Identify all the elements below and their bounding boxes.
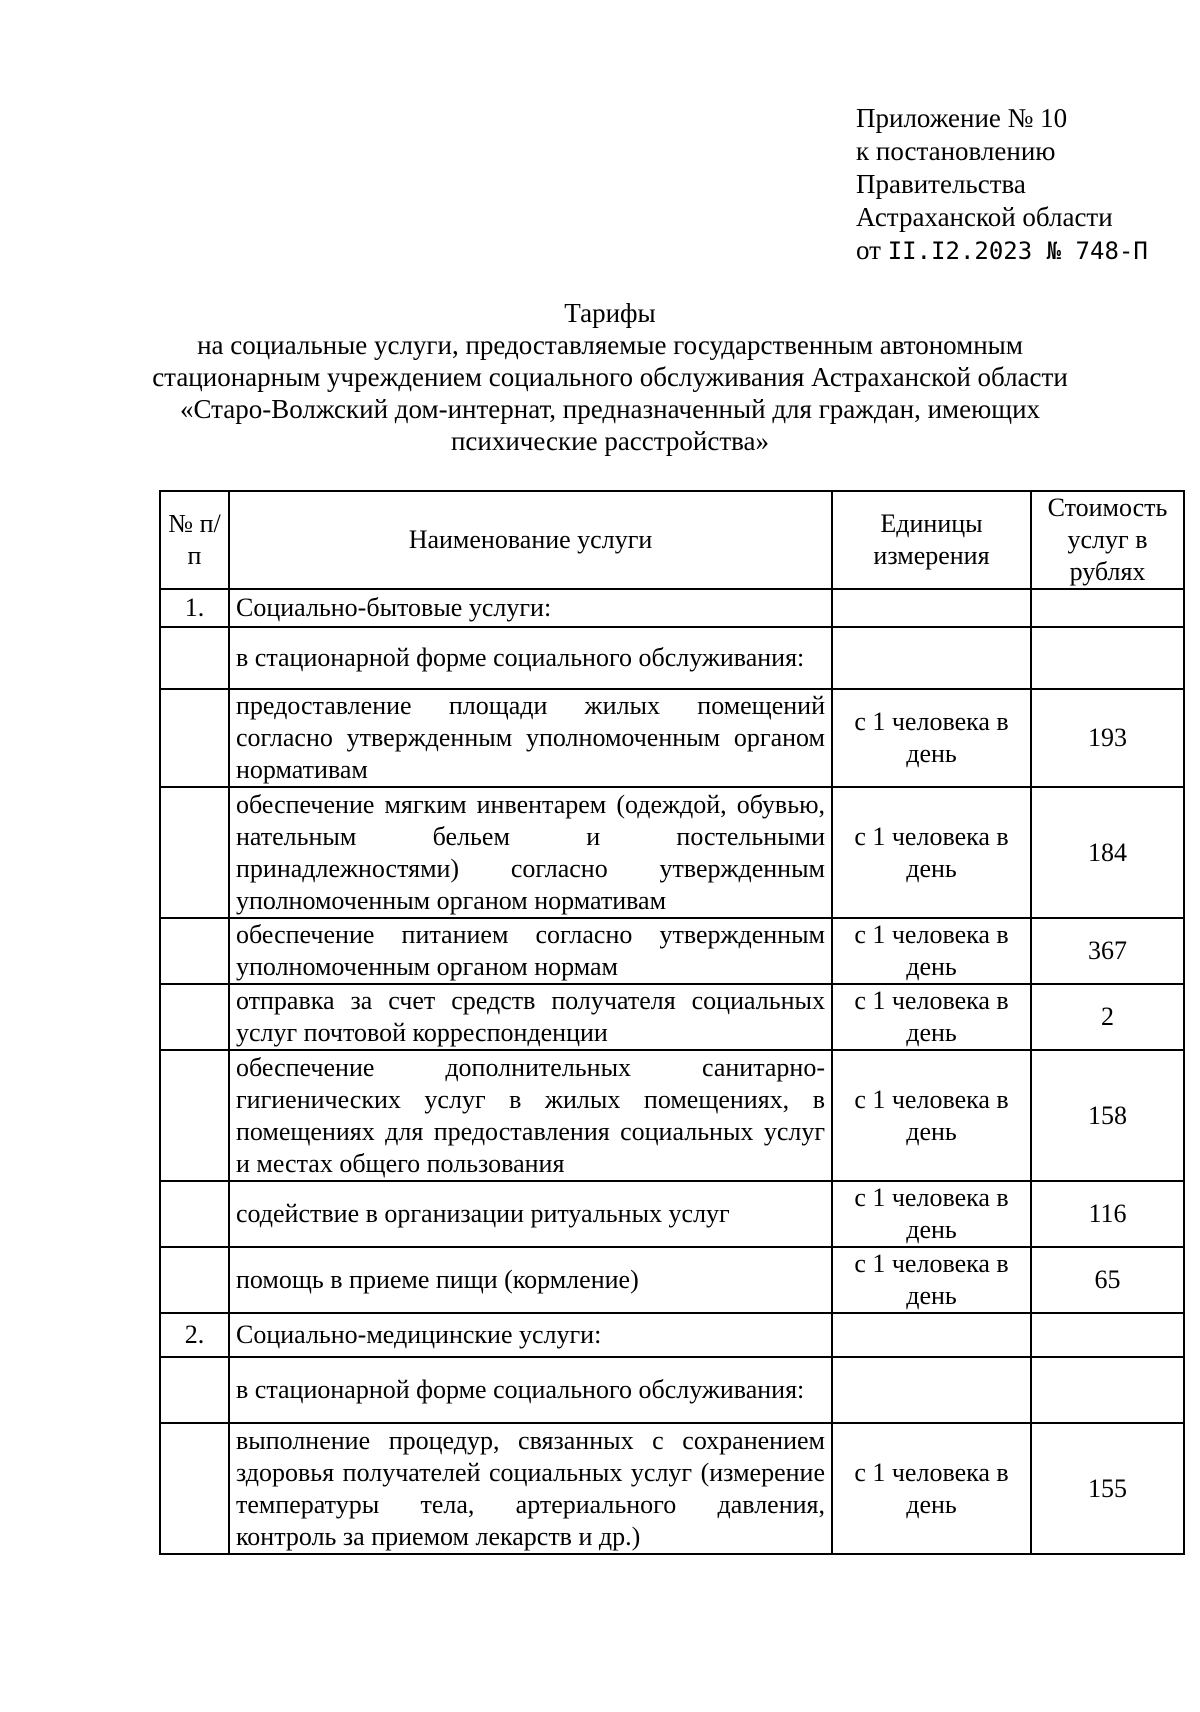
title-line: психические расстройства» xyxy=(450,426,770,456)
row-unit xyxy=(832,1313,1031,1357)
row-name: обеспечение питанием согласно утвержденным уполномоченным органом нормам xyxy=(229,918,832,984)
row-unit: с 1 человека в день xyxy=(832,918,1031,984)
row-unit: с 1 человека в день xyxy=(832,1181,1031,1247)
table-row xyxy=(160,689,1184,787)
row-name: в стационарной форме социального обслуживания: xyxy=(229,627,832,689)
row-unit: с 1 человека в день xyxy=(832,1423,1031,1554)
row-cost: 155 xyxy=(1031,1423,1184,1554)
row-name: выполнение процедур, связанных с сохранением здоровья получателей социальных услуг (измерение температуры тела, артериального давления, контроль за приемом лекарств и др.) xyxy=(229,1423,832,1554)
row-name: помощь в приеме пищи (кормление) xyxy=(229,1247,832,1313)
row-cost: 184 xyxy=(1031,787,1184,918)
row-num xyxy=(160,1247,229,1313)
table-row xyxy=(160,627,1184,689)
title-line: стационарным учреждением социального обслуживания Астраханской области xyxy=(152,362,1068,392)
table-row xyxy=(160,1313,1184,1357)
row-name: Социально-медицинские услуги: xyxy=(229,1313,832,1357)
table-row xyxy=(160,787,1184,918)
row-name: предоставление площади жилых помещений согласно утвержденным уполномоченным органом нормативам xyxy=(229,689,832,787)
appendix-date-prefix: от xyxy=(856,235,881,265)
row-num xyxy=(160,1050,229,1181)
row-unit: с 1 человека в день xyxy=(832,1050,1031,1181)
table-row xyxy=(160,918,1184,984)
row-unit: с 1 человека в день xyxy=(832,1247,1031,1313)
row-num: 1. xyxy=(160,589,229,627)
row-cost xyxy=(1031,627,1184,689)
appendix-line: к постановлению xyxy=(856,136,1056,166)
appendix-line: Астраханской области xyxy=(856,202,1113,232)
row-num xyxy=(160,1423,229,1554)
row-cost: 2 xyxy=(1031,984,1184,1050)
title-line: на социальные услуги, предоставляемые государственным автономным xyxy=(197,330,1023,360)
appendix-date-number: II.I2.2023 № 748-П xyxy=(887,237,1148,265)
table-header-row xyxy=(160,491,1184,589)
row-cost: 367 xyxy=(1031,918,1184,984)
row-cost: 193 xyxy=(1031,689,1184,787)
table-row xyxy=(160,1050,1184,1181)
row-num xyxy=(160,1181,229,1247)
row-name: в стационарной форме социального обслуживания: xyxy=(229,1357,832,1423)
row-name: Социально-бытовые услуги: xyxy=(229,589,832,627)
table-row xyxy=(160,1181,1184,1247)
row-num: 2. xyxy=(160,1313,229,1357)
row-cost xyxy=(1031,1313,1184,1357)
row-num xyxy=(160,1357,229,1423)
row-cost: 65 xyxy=(1031,1247,1184,1313)
title-line: Тарифы xyxy=(564,298,656,328)
row-unit xyxy=(832,589,1031,627)
row-cost xyxy=(1031,1357,1184,1423)
row-name: обеспечение дополнительных санитарно-гигиенических услуг в жилых помещениях, в помещениях для предоставления социальных услуг и местах общего пользования xyxy=(229,1050,832,1181)
table-row xyxy=(160,589,1184,627)
row-num xyxy=(160,627,229,689)
table-row xyxy=(160,984,1184,1050)
header-cost: Стоимость услуг в рублях xyxy=(1031,491,1184,589)
row-name: обеспечение мягким инвентарем (одеждой, обувью, нательным бельем и постельными принадлежностями) согласно утвержденным уполномоченным органом нормативам xyxy=(229,787,832,918)
row-cost: 116 xyxy=(1031,1181,1184,1247)
table-row xyxy=(160,1357,1184,1423)
row-num xyxy=(160,689,229,787)
table-row xyxy=(160,1247,1184,1313)
document-title xyxy=(120,297,1100,457)
appendix-block xyxy=(856,102,1148,268)
table-row xyxy=(160,1423,1184,1554)
row-name: содействие в организации ритуальных услуг xyxy=(229,1181,832,1247)
row-unit xyxy=(832,627,1031,689)
tariffs-table xyxy=(159,490,1185,1555)
row-unit xyxy=(832,1357,1031,1423)
row-unit: с 1 человека в день xyxy=(832,689,1031,787)
row-num xyxy=(160,984,229,1050)
title-line: «Старо-Волжский дом-интернат, предназначенный для граждан, имеющих xyxy=(179,394,1041,424)
row-unit: с 1 человека в день xyxy=(832,787,1031,918)
row-num xyxy=(160,787,229,918)
header-unit: Единицы измерения xyxy=(832,491,1031,589)
appendix-line: Приложение № 10 xyxy=(856,103,1068,133)
row-cost xyxy=(1031,589,1184,627)
appendix-date-line xyxy=(856,234,1148,268)
header-name: Наименование услуги xyxy=(229,491,832,589)
row-name: отправка за счет средств получателя социальных услуг почтовой корреспонденции xyxy=(229,984,832,1050)
row-cost: 158 xyxy=(1031,1050,1184,1181)
row-num xyxy=(160,918,229,984)
appendix-line: Правительства xyxy=(856,169,1026,199)
row-unit: с 1 человека в день xyxy=(832,984,1031,1050)
header-num: № п/п xyxy=(160,491,229,589)
